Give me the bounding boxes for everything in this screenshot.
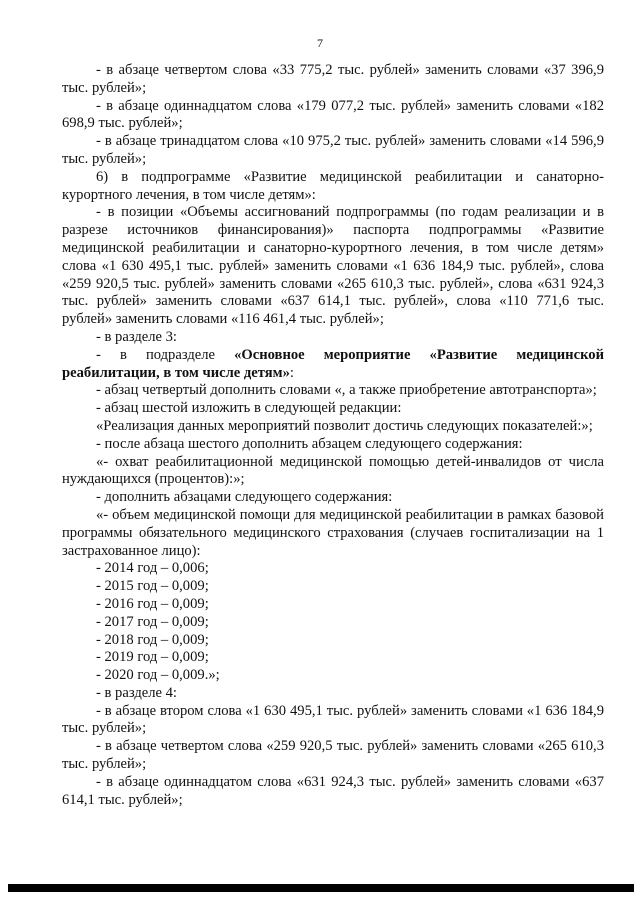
subsection-prefix: - в подразделе	[96, 346, 235, 363]
paragraph: - в абзаце тринадцатом слова «10 975,2 тыс. рублей» заменить словами «14 596,9 тыс. рублей»;	[62, 133, 604, 167]
paragraph: «Реализация данных мероприятий позволит достичь следующих показателей:»;	[96, 417, 593, 434]
subsection-suffix: :	[289, 364, 294, 381]
year-item: - 2014 год – 0,006;	[96, 560, 209, 577]
paragraph: - в абзаце четвертом слова «259 920,5 тыс. рублей» заменить словами «265 610,3 тыс. рублей»;	[62, 738, 604, 773]
year-item: - 2019 год – 0,009;	[96, 649, 209, 666]
bottom-border-bar	[8, 884, 634, 892]
paragraph: - абзац четвертый дополнить словами «, а также приобретение автотранспорта»;	[96, 382, 597, 399]
paragraph: - после абзаца шестого дополнить абзацем следующего содержания:	[96, 435, 523, 452]
paragraph: «- охват реабилитационной медицинской помощью детей-инвалидов от числа нуждающихся (процентов):»;	[62, 453, 604, 488]
paragraph: - в абзаце втором слова «1 630 495,1 тыс. рублей» заменить словами «1 636 184,9 тыс. рублей»;	[62, 702, 604, 737]
paragraph: - в абзаце одиннадцатом слова «179 077,2 тыс. рублей» заменить словами «182 698,9 тыс. рублей»;	[62, 97, 604, 132]
year-item: - 2020 год – 0,009.»;	[96, 667, 220, 684]
paragraph: «- объем медицинской помощи для медицинской реабилитации в рамках базовой программы обязательного медицинского страхования (случаев госпитализации на 1 застрахованное лицо):	[62, 506, 604, 559]
year-item: - 2016 год – 0,009;	[96, 595, 209, 612]
paragraph: - в абзаце четвертом слова «33 775,2 тыс. рублей» заменить словами «37 396,9 тыс. рублей»;	[62, 62, 604, 96]
paragraph: 6) в подпрограмме «Развитие медицинской реабилитации и санаторно-курортного лечения, в том числе детям»:	[62, 168, 604, 203]
paragraph: - абзац шестой изложить в следующей редакции:	[96, 400, 402, 417]
document-body	[62, 62, 604, 809]
page-number: 7	[317, 36, 323, 50]
year-item: - 2018 год – 0,009;	[96, 631, 209, 648]
year-item: - 2017 год – 0,009;	[96, 613, 209, 630]
paragraph: - в разделе 4:	[96, 684, 177, 701]
paragraph: - в абзаце одиннадцатом слова «631 924,3 тыс. рублей» заменить словами «637 614,1 тыс. рублей»;	[62, 773, 604, 808]
subsection-paragraph	[62, 347, 604, 383]
subsection-title: «Основное мероприятие «Развитие медицинской реабилитации, в том числе детям»	[62, 346, 604, 381]
paragraph: - в разделе 3:	[96, 328, 177, 345]
paragraph: - дополнить абзацами следующего содержания:	[96, 489, 393, 506]
paragraph: - в позиции «Объемы ассигнований подпрограммы (по годам реализации и в разрезе источников финансирования)» паспорта подпрограммы «Развитие медицинской реабилитации и санаторно-курортного лечения, в том числе детям» слова «1 630 495,1 тыс. рублей» заменить словами «1 636 184,9 тыс. рублей», слова «259 920,5 тыс. рублей» заменить словами «265 610,3 тыс. рублей», слова «631 924,3 тыс. рублей» заменить словами «637 614,1 тыс. рублей», слова «110 771,6 тыс. рублей» заменить словами «116 461,4 тыс. рублей»;	[62, 204, 604, 328]
year-item: - 2015 год – 0,009;	[96, 578, 209, 595]
